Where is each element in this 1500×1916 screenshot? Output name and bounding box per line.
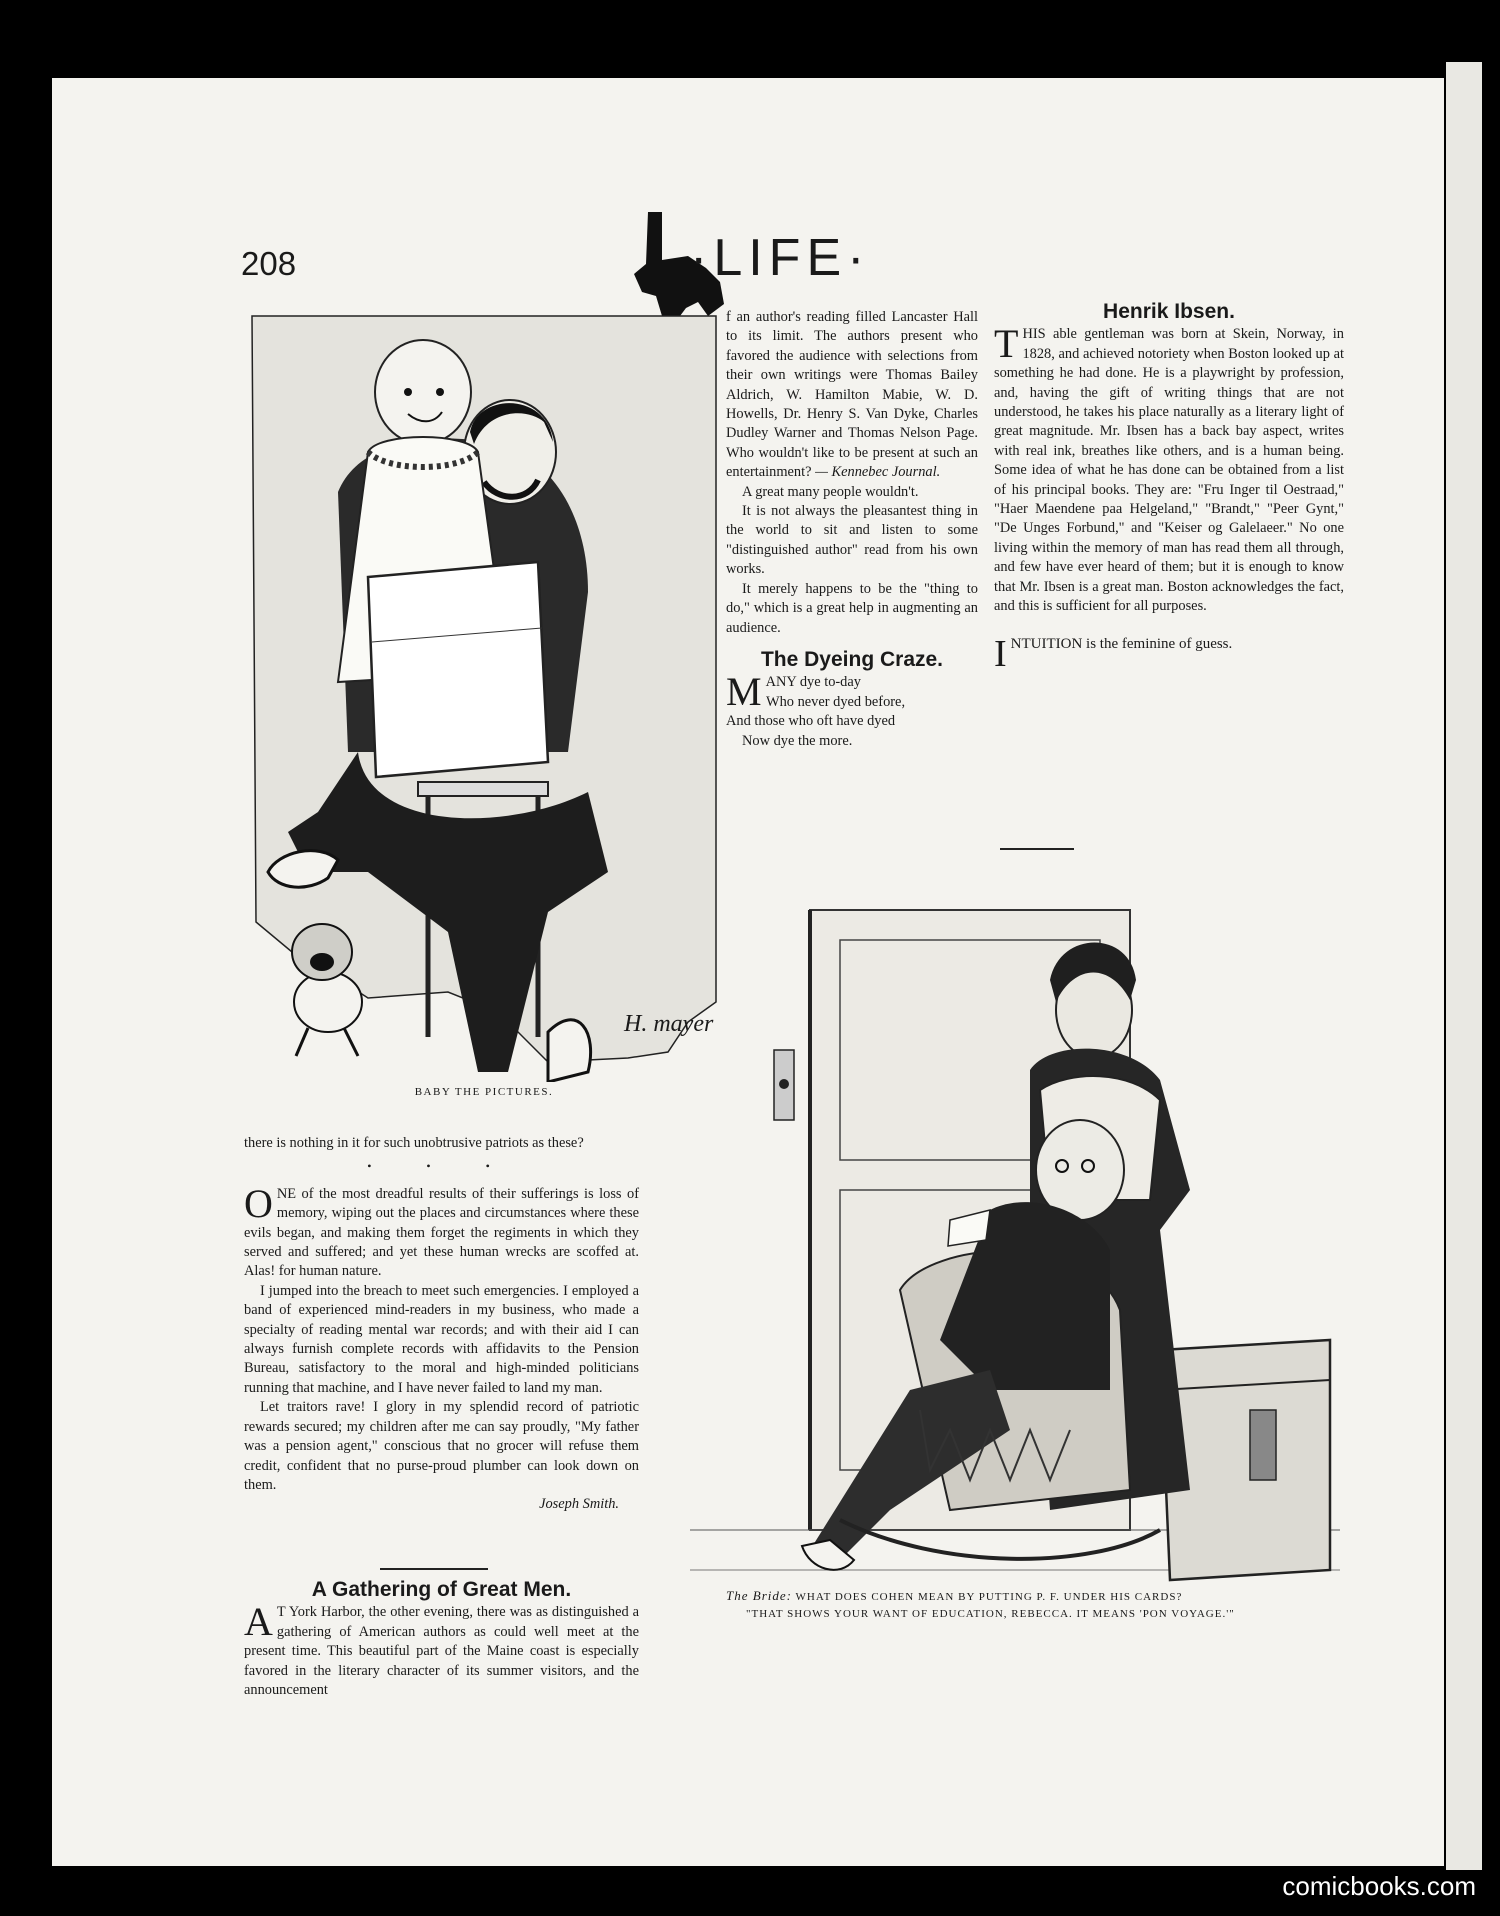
dyeing-craze-poem: M ANY dye to-day Who never dyed before, And those who oft have dyed Now dye the more. <box>726 669 906 749</box>
artist-signature: H. mayer <box>624 1011 714 1037</box>
left-illustration-caption: BABY THE PICTURES. <box>414 1086 554 1098</box>
facing-page-edge <box>1446 62 1482 1870</box>
drop-cap-o: O <box>244 1180 273 1226</box>
ibsen-text: THIS able gentleman was born at Skein, Norway, in 1828, and achieved notoriety when Boston looked up at something he had done. He is a playwright by profession, and, having the gift of writing things that are not understood, he takes his place naturally as a literary light of great magnitude. Mr. Ibsen has a back bay aspect, writes with real ink, breathes like others, and is a human being. Some idea of what he has done can be obtained from a list of his principal books. They are: "Fru Inger til Oestraad," "Haer Maendene paa Helgeland," "Brandt," "Peer Gynt," "De Unges Forbund," and "Keiser og Galelaeer." No one living within the memory of man has read them all through, and few have ever heard of them; but it is enough to know that Mr. Ibsen is a great man. Boston acknowledges the fact, and this is sufficient for all purposes. <box>994 321 1344 615</box>
illustration-bride-cartoon <box>690 870 1340 1630</box>
baby-father-drawing <box>248 312 720 1082</box>
middle-paragraph-1: A great many people wouldn't. <box>742 483 919 500</box>
right-column-text <box>994 300 1344 675</box>
bride-caption-line-1: The Bride: WHAT DOES COHEN MEAN BY PUTTING P. F. UNDER HIS CARDS? <box>726 1588 1183 1603</box>
gathering-text: A T York Harbor, the other evening, there was as distinguished a gathering of American authors as could well meet at the present time. This beautiful part of the Maine coast is especially favored in the literary character of its summer visitors, and the announcement <box>244 1599 639 1699</box>
watermark: comicbooks.com <box>1282 1871 1476 1901</box>
left-column-text <box>244 1134 639 1515</box>
illustration-baby-pictures <box>248 312 720 1102</box>
middle-column-text <box>726 308 978 751</box>
divider-right <box>1000 848 1074 850</box>
gathering-article <box>244 1580 639 1700</box>
masthead-title: ·LIFE· <box>690 229 871 287</box>
pension-paragraph-2: I jumped into the breach to meet such emergencies. I employed a band of experienced mind-readers in my business, who made a specialty of reading mental war records; and with their aid I can always furnish complete records with affidavits to the Pension Bureau, satisfactory to the moral and high-minded politicians running that machine, and I have never failed to land my man. <box>244 1282 639 1396</box>
pension-paragraph-3: Let traitors rave! I glory in my splendid record of patriotic rewards secured; my children after me can say proudly, "My father was a pension agent," conscious that no grocer will refuse them credit, confident that no purse-proud plumber can look down on them. <box>244 1399 639 1493</box>
drop-cap-m: M <box>726 669 762 715</box>
page-number: 208 <box>241 245 297 282</box>
authors-reading-text: f an author's reading filled Lancaster Hall to its limit. The authors present who favored the audience with selections from their own writings were Thomas Bailey Aldrich, W. Hamilton Mabie, W. D. Howells, Dr. Henry S. Van Dyke, Charles Dudley Warner and Thomas Nelson Page. Who wouldn't like to be present at such an entertainment? — Kennebec Journal. <box>726 309 978 481</box>
bride-caption-line-2: "THAT SHOWS YOUR WANT OF EDUCATION, REBECCA. IT MEANS 'PON VOYAGE.'" <box>746 1608 1235 1620</box>
continued-text: there is nothing in it for such unobtrusive patriots as these? <box>244 1135 584 1151</box>
gathering-title: A Gathering of Great Men. <box>311 1578 572 1601</box>
middle-paragraph-3: It merely happens to be the "thing to do," which is a great help in augmenting an audience. <box>726 580 978 636</box>
ibsen-title: Henrik Ibsen. <box>1103 300 1235 323</box>
middle-paragraph-2: It is not always the pleasantest thing in the world to sit and listen to some "distinguished author" read from his own works. <box>726 503 978 578</box>
drop-cap-t: T <box>994 321 1019 367</box>
author-signature: Joseph Smith. <box>539 1496 619 1513</box>
pension-paragraph-1: ONE of the most dreadful results of their sufferings is loss of memory, wiping out the places and circumstances where these evils began, and making them forget the regiments in which they served and suffered; and yet these human wrecks are scoffed at. Alas! for human nature. <box>244 1180 639 1280</box>
divider-left <box>380 1568 488 1570</box>
drop-cap-a: A <box>244 1599 273 1645</box>
bride-cartoon-drawing <box>690 870 1340 1630</box>
drop-cap-i: I <box>994 632 1007 675</box>
section-dots: • • • <box>367 1159 516 1174</box>
dyeing-craze-title: The Dyeing Craze. <box>760 647 944 671</box>
intuition-line: INTUITION is the feminine of guess. <box>994 632 1233 675</box>
